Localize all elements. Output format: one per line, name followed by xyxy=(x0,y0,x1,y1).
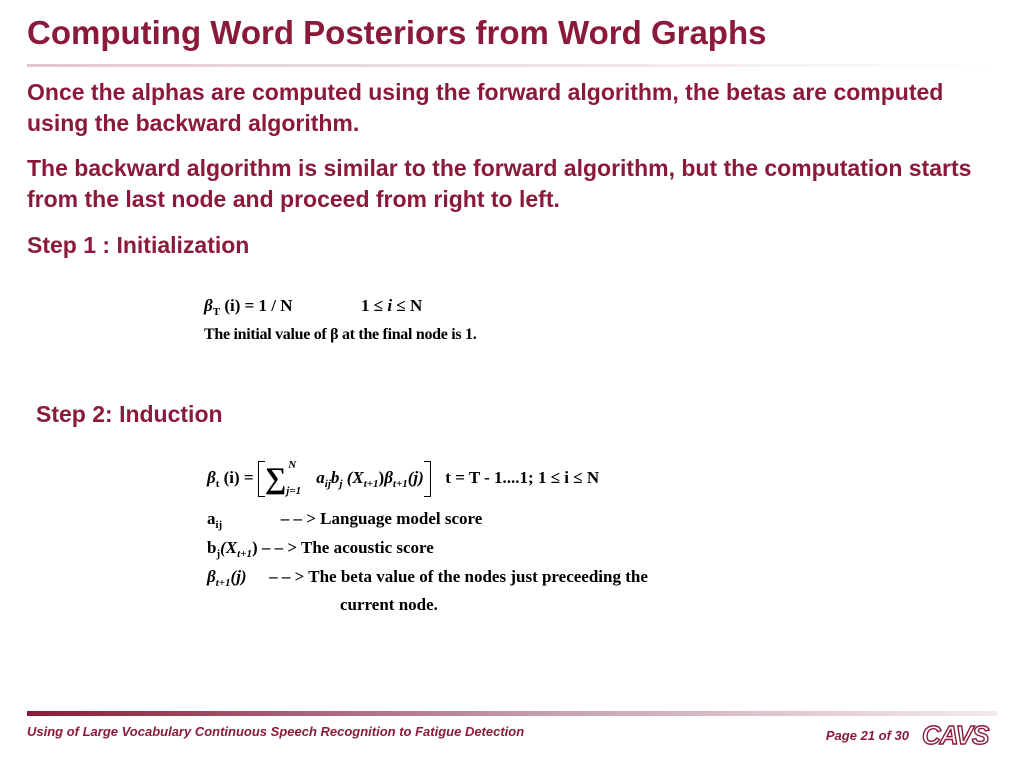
def-beta-description-cont: current node. xyxy=(340,595,438,614)
aij-symbol: a xyxy=(207,509,216,528)
b-arg-open: (X xyxy=(346,468,364,487)
def-aij xyxy=(207,509,482,529)
footer-title: Using of Large Vocabulary Continuous Speech Recognition to Fatigue Detection xyxy=(27,724,525,739)
def-beta-symbol: β xyxy=(207,567,216,586)
slide-title: Computing Word Posteriors from Word Graphs xyxy=(27,14,767,51)
induction-equation xyxy=(207,458,599,500)
bj-subscript: j xyxy=(216,548,221,560)
title-divider xyxy=(27,64,997,67)
page-number: Page 21 of 30 xyxy=(825,728,909,743)
paragraph-forward: Once the alphas are computed using the forward algorithm, the betas are computed using the backward algorithm. xyxy=(27,79,944,136)
beta-next-subscript: t+1 xyxy=(392,478,408,490)
beta-t-subscript: t xyxy=(215,478,220,490)
def-beta xyxy=(207,567,648,587)
beta-symbol: β xyxy=(204,296,213,315)
bj-description: ) – – > The acoustic score xyxy=(251,538,434,557)
b-subscript: j xyxy=(339,478,343,490)
b-arg-close: ) xyxy=(378,468,385,487)
beta-argument: (i) xyxy=(224,296,241,315)
init-note: The initial value of β at the final node is 1. xyxy=(204,326,477,343)
a-subscript: ij xyxy=(324,478,331,490)
sum-upper: N xyxy=(288,459,297,472)
left-bracket xyxy=(258,461,265,497)
paragraph-backward: The backward algorithm is similar to the forward algorithm, but the computation starts from the last node and proceed from right to left. xyxy=(27,155,972,212)
beta-subscript: T xyxy=(212,306,221,318)
aij-subscript: ij xyxy=(215,519,223,531)
init-cond-left: 1 ≤ xyxy=(361,296,388,315)
step2-heading: Step 2: Induction xyxy=(36,401,223,427)
bj-argument: (X xyxy=(220,538,238,557)
a-symbol: a xyxy=(316,468,325,487)
footer-divider xyxy=(27,711,997,716)
def-beta-argument: (j) xyxy=(230,567,247,586)
beta-next-symbol: β xyxy=(384,468,393,487)
sum-lower: j=1 xyxy=(286,485,302,498)
def-beta-description: – – > The beta value of the nodes just preceeding the xyxy=(269,567,648,586)
sum-icon: ∑ xyxy=(264,462,287,496)
beta-t-symbol: β xyxy=(207,468,216,487)
init-cond-right: ≤ N xyxy=(392,296,423,315)
beta-next-argument: (j) xyxy=(407,468,424,487)
def-bj xyxy=(207,538,434,558)
b-arg-subscript: t+1 xyxy=(363,478,379,490)
cavs-logo: CAVS xyxy=(922,720,989,750)
step1-heading: Step 1 : Initialization xyxy=(27,232,250,258)
induction-condition: t = T - 1....1; 1 ≤ i ≤ N xyxy=(445,468,600,487)
def-beta-subscript: t+1 xyxy=(215,577,231,589)
bj-arg-subscript: t+1 xyxy=(237,548,252,560)
aij-description: – – > Language model score xyxy=(280,509,483,528)
init-cond-var: i xyxy=(387,296,393,315)
init-equation xyxy=(204,296,422,316)
right-bracket xyxy=(424,461,431,497)
b-symbol: b xyxy=(330,468,340,487)
bj-symbol: b xyxy=(207,538,217,557)
init-rhs: = 1 / N xyxy=(244,296,293,315)
beta-t-argument: (i) = xyxy=(223,468,254,487)
